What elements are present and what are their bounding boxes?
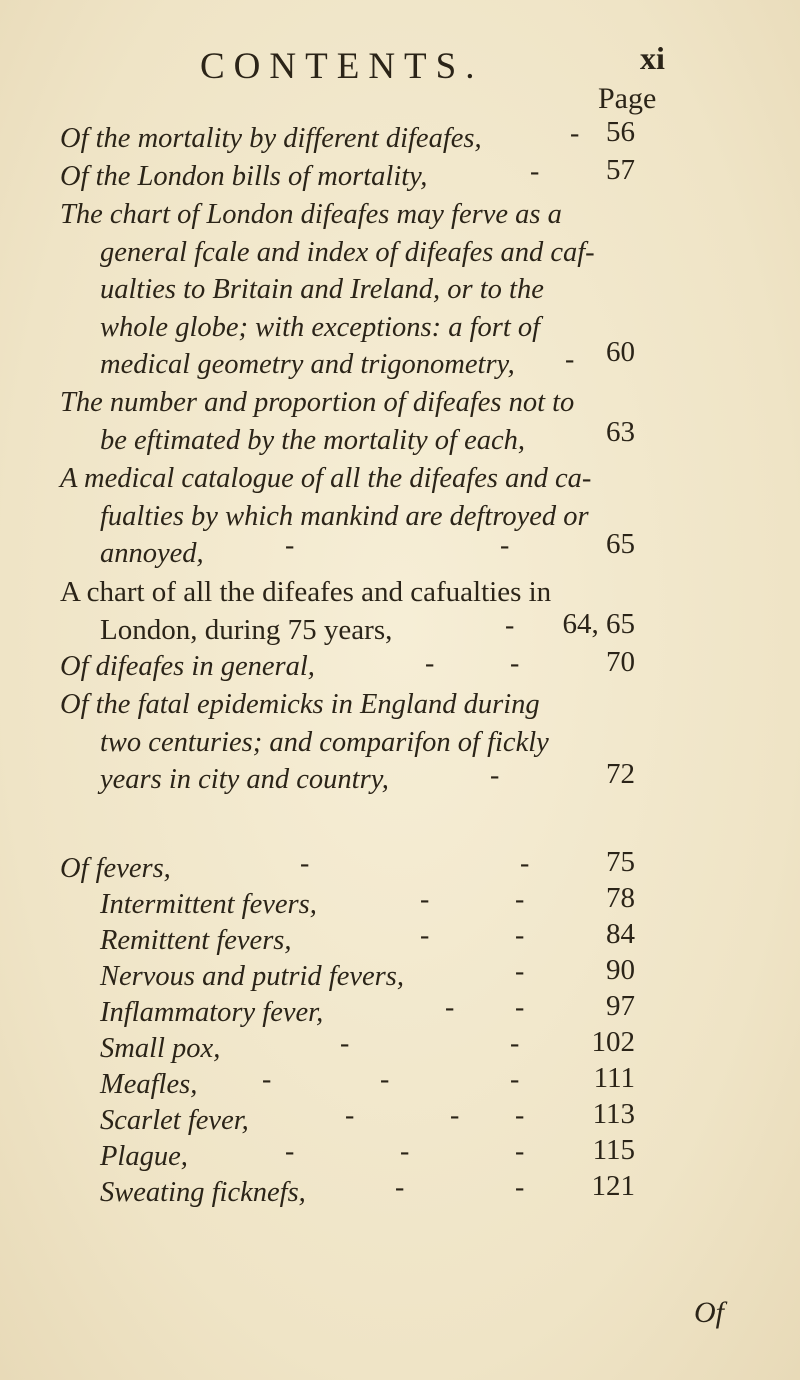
page-number: 90 <box>606 954 635 986</box>
leader-dash: - <box>515 1172 525 1203</box>
toc-entry <box>100 1138 188 1176</box>
folio-number: xi <box>640 40 665 76</box>
leader-dash: - <box>565 344 575 375</box>
entry-line: years in city and country, <box>100 764 389 796</box>
leader-dash: - <box>500 530 510 561</box>
page-number: 64, 65 <box>562 608 635 640</box>
leader-dash: - <box>285 530 295 561</box>
entry-line: whole globe; with exceptions: a fort of <box>100 311 541 343</box>
leader-dash: - <box>520 848 530 879</box>
entry-line: Sweating ficknefs, <box>100 1177 306 1208</box>
entry-line: Plague, <box>100 1141 188 1172</box>
leader-dash: - <box>420 884 430 915</box>
leader-dash: - <box>515 920 525 951</box>
toc-entry <box>100 958 404 996</box>
toc-entry <box>100 1174 306 1212</box>
entry-line: Small pox, <box>100 1033 221 1064</box>
entry-line: fualties by which mankind are deftroyed or <box>100 500 589 532</box>
entry-line: Intermittent fevers, <box>100 889 317 920</box>
leader-dash: - <box>425 648 435 679</box>
toc-entry <box>60 158 427 196</box>
page-number: 121 <box>591 1170 635 1202</box>
toc-entry <box>100 1030 220 1068</box>
toc-entry <box>100 994 323 1032</box>
leader-dash: - <box>395 1172 405 1203</box>
leader-dash: - <box>300 848 310 879</box>
page-number: 65 <box>606 528 635 560</box>
entry-line: Of difeafes in general, <box>60 651 315 682</box>
toc-entry <box>60 460 591 573</box>
toc-entry <box>60 196 595 384</box>
entry-line: Of the London bills of mortality, <box>60 161 428 192</box>
page-number: 97 <box>606 990 635 1022</box>
catchword: Of <box>694 1296 724 1329</box>
leader-dash: - <box>530 156 540 187</box>
page-number: 111 <box>593 1062 635 1094</box>
entry-line: general fcale and index of difeafes and caf- <box>100 236 595 268</box>
entry-line: ualties to Britain and Ireland, or to the <box>100 274 544 306</box>
page-number: 56 <box>606 116 635 148</box>
entry-line: Of fevers, <box>60 853 171 884</box>
leader-dash: - <box>515 884 525 915</box>
toc-entry <box>100 1066 197 1104</box>
entry-line: two centuries; and comparifon of fickly <box>100 726 549 758</box>
entry-line: A medical catalogue of all the difeafes and ca- <box>60 463 592 494</box>
entry-line: London, during 75 years, <box>100 613 393 646</box>
leader-dash: - <box>420 920 430 951</box>
entry-line: Of the fatal epidemicks in England during <box>60 689 540 720</box>
leader-dash: - <box>515 956 525 987</box>
leader-dash: - <box>510 648 520 679</box>
leader-dash: - <box>510 1064 520 1095</box>
entry-line: Meafles, <box>100 1069 198 1100</box>
page-number: 63 <box>606 416 635 448</box>
entry-line: Scarlet fever, <box>100 1105 249 1136</box>
toc-entry <box>60 120 482 158</box>
leader-dash: - <box>400 1136 410 1167</box>
page-number: 102 <box>591 1026 635 1058</box>
page-number: 60 <box>606 336 635 368</box>
entry-line: Nervous and putrid fevers, <box>100 961 404 992</box>
leader-dash: - <box>380 1064 390 1095</box>
page-number: 70 <box>606 646 635 678</box>
page-number: 113 <box>592 1098 635 1130</box>
leader-dash: - <box>515 992 525 1023</box>
leader-dash: - <box>340 1028 350 1059</box>
page-number: 72 <box>606 758 635 790</box>
toc-entry <box>100 886 317 924</box>
page-column-heading: Page <box>598 82 657 115</box>
toc-entry <box>60 574 551 649</box>
leader-dash: - <box>450 1100 460 1131</box>
leader-dash: - <box>505 610 515 641</box>
leader-dash: - <box>570 118 580 149</box>
entry-line: Of the mortality by different difeafes, <box>60 123 482 154</box>
leader-dash: - <box>490 760 500 791</box>
entry-line: annoyed, <box>100 538 204 570</box>
page-title: CONTENTS. <box>200 46 484 87</box>
leader-dash: - <box>445 992 455 1023</box>
entry-line: The number and proportion of difeafes not to <box>60 387 575 418</box>
leader-dash: - <box>285 1136 295 1167</box>
toc-entry <box>100 1102 249 1140</box>
toc-entry <box>60 686 549 799</box>
leader-dash: - <box>262 1064 272 1095</box>
page-number: 75 <box>606 846 635 878</box>
toc-entry <box>60 850 171 888</box>
page-number: 78 <box>606 882 635 914</box>
leader-dash: - <box>510 1028 520 1059</box>
toc-entry <box>100 922 292 960</box>
leader-dash: - <box>345 1100 355 1131</box>
entry-line: be eftimated by the mortality of each, <box>100 424 526 456</box>
entry-line: A chart of all the difeafes and cafualties in <box>60 576 552 608</box>
leader-dash: - <box>515 1136 525 1167</box>
entry-line: Inflammatory fever, <box>100 997 324 1028</box>
page-number: 115 <box>592 1134 635 1166</box>
entry-line: Remittent fevers, <box>100 925 292 956</box>
entry-line: medical geometry and trigonometry, <box>100 349 515 381</box>
leader-dash: - <box>515 1100 525 1131</box>
entry-line: The chart of London difeafes may ferve as a <box>60 199 562 230</box>
page-number: 84 <box>606 918 635 950</box>
page-number: 57 <box>606 154 635 186</box>
toc-entry <box>60 648 315 686</box>
toc-entry <box>60 384 574 459</box>
